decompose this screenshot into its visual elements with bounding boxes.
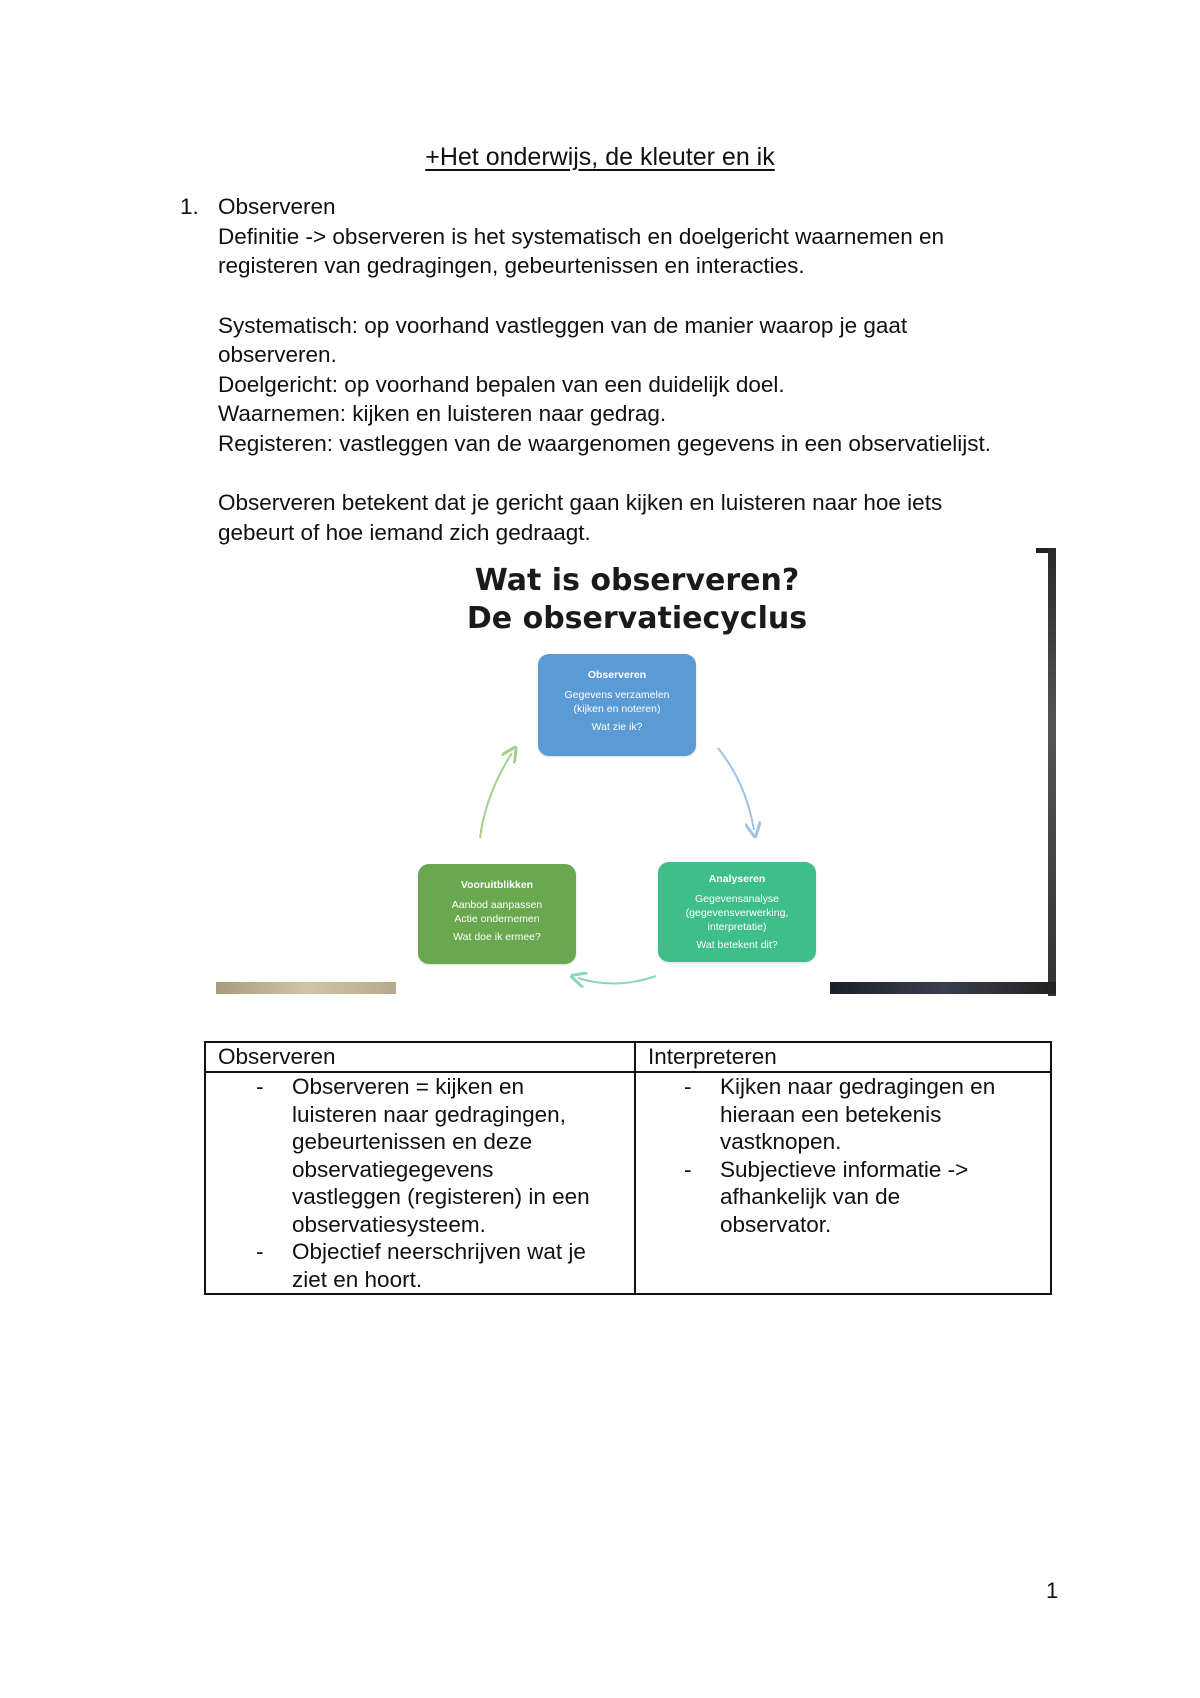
column-observeren [206,1043,636,1293]
column-header-interpreteren: Interpreteren [636,1043,1050,1073]
cycle-box-vooruitblikken [418,864,576,964]
section-heading: Observeren [218,194,336,219]
summary-line-2: gebeurt of hoe iemand zich gedraagt. [218,519,591,545]
box-analyseren-line-2: (gegevensverwerking, [685,907,789,919]
definition-line-1: Definitie -> observeren is het systematisch en doelgericht waarnemen en [218,223,944,249]
observeren-bullets [206,1073,634,1293]
column-header-observeren: Observeren [206,1043,634,1073]
list-item-line: gebeurtenissen en deze [292,1129,533,1154]
box-observeren-question: Wat zie ik? [591,721,643,733]
arrow-analyseren-to-vooruitblikken [578,976,656,984]
box-analyseren-line-3: interpretatie) [707,921,767,933]
slide-title-line-2: De observatiecyclus [466,601,808,636]
cycle-box-observeren [538,654,696,756]
arrow-observeren-to-analyseren [718,748,754,830]
box-vooruitblikken-line-2: Actie ondernemen [454,913,540,925]
box-analyseren-question: Wat betekent dit? [696,939,778,951]
list-item-line: luisteren naar gedragingen, [292,1101,566,1127]
cycle-arrows [216,548,1058,996]
page-number: 1 [1046,1578,1059,1603]
term-doelgericht: Doelgericht: op voorhand bepalen van een duidelijk doel. [218,371,785,397]
list-item-line: - Subjectieve informatie -> [720,1156,969,1182]
comparison-table [204,1041,1052,1295]
box-analyseren-line-1: Gegevensanalyse [694,893,780,905]
list-item [636,1156,1050,1239]
arrow-vooruitblikken-to-observeren [480,753,512,838]
box-vooruitblikken-line-1: Aanbod aanpassen [451,899,543,911]
column-interpreteren [636,1043,1050,1293]
list-item-line: ziet en hoort. [292,1266,423,1292]
list-item-line: - Observeren = kijken en [292,1074,524,1099]
list-item [206,1238,634,1293]
term-systematisch: Systematisch: op voorhand vastleggen van de manier waarop je gaat [218,312,908,338]
list-item-line: observatiegegevens [292,1156,494,1182]
list-item [206,1073,634,1238]
list-item-line: - Objectief neerschrijven wat je [292,1239,586,1264]
cycle-box-analyseren [658,862,816,962]
page-title: +Het onderwijs, de kleuter en ik [425,143,775,171]
box-vooruitblikken-question: Wat doe ik ermee? [453,931,541,943]
list-item [636,1073,1050,1156]
box-vooruitblikken-title: Vooruitblikken [460,879,534,891]
list-item-line: observatiesysteem. [292,1211,486,1237]
definition-line-2: registeren van gedragingen, gebeurtenissen en interacties. [218,253,805,278]
list-item-line: observator. [720,1211,832,1237]
list-item-line: vastknopen. [720,1129,842,1154]
interpreteren-bullets [636,1073,1050,1238]
box-observeren-title: Observeren [587,669,647,681]
list-item-line: hieraan een betekenis [720,1101,942,1127]
section-content [218,192,1080,547]
section-number: 1. [180,194,199,219]
list-item-line: afhankelijk van de [720,1184,901,1209]
list-item-line: vastleggen (registeren) in een [292,1184,590,1209]
section-observeren [180,192,1080,547]
term-registeren: Registeren: vastleggen van de waargenomen gegevens in een observatielijst. [218,430,991,456]
box-observeren-line-1: Gegevens verzamelen [564,689,670,701]
box-analyseren-title: Analyseren [708,873,766,885]
summary-line-1: Observeren betekent dat je gericht gaan kijken en luisteren naar hoe iets [218,490,943,515]
list-item-line: - Kijken naar gedragingen en [720,1074,996,1099]
box-observeren-line-2: (kijken en noteren) [573,703,661,715]
observation-cycle-slide [216,548,1058,996]
term-systematisch-cont: observeren. [218,342,337,367]
slide-title-line-1: Wat is observeren? [474,563,800,598]
term-waarnemen: Waarnemen: kijken en luisteren naar gedrag. [218,401,667,426]
